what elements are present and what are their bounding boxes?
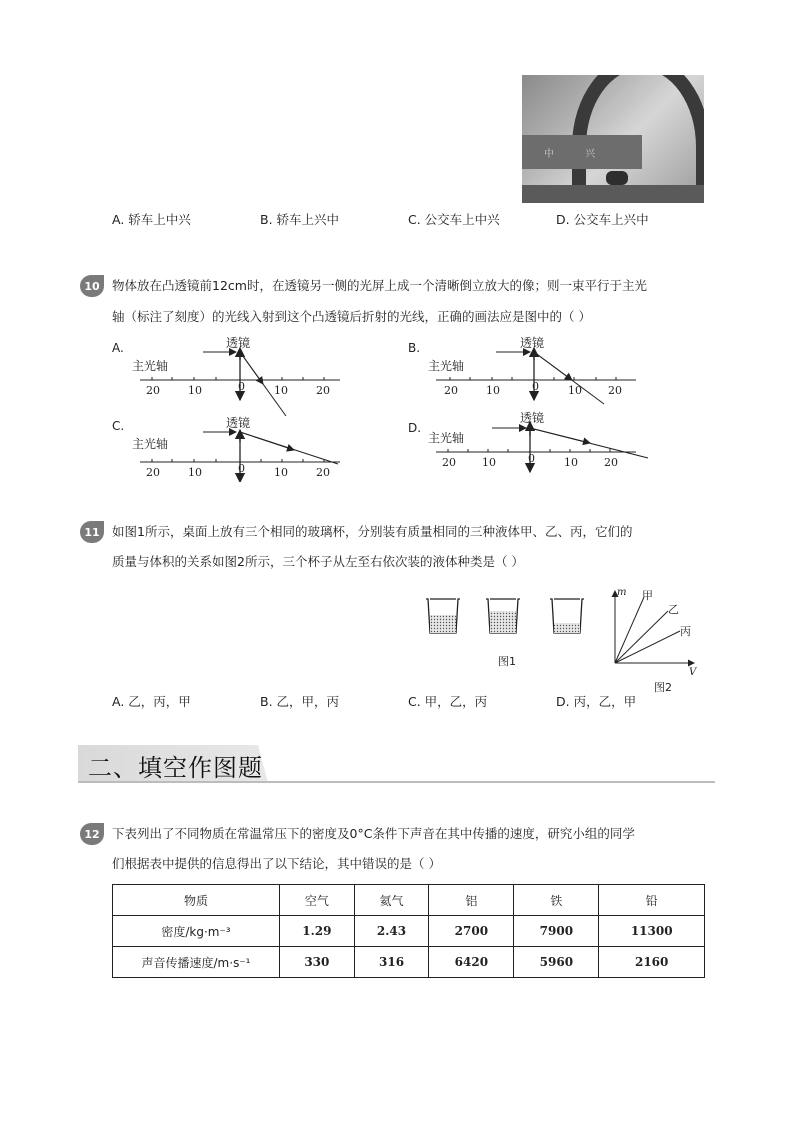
label-c: C. (112, 419, 125, 433)
tick-label: 20 (316, 466, 330, 479)
tick-label: 10 (568, 384, 582, 397)
q11-option-d[interactable]: D. 丙，乙，甲 (556, 694, 637, 709)
tick-label: 0 (238, 380, 245, 393)
table-cell: 1.29 (280, 916, 355, 947)
table-cell: 330 (280, 947, 355, 978)
q11-option-a[interactable]: A. 乙，丙，甲 (112, 694, 191, 709)
table-cell: 2160 (599, 947, 705, 978)
tick-label: 10 (486, 384, 500, 397)
cup-right (550, 599, 584, 633)
tick-label: 20 (608, 384, 622, 397)
q11-figures (418, 585, 708, 697)
axis-label: 主光轴 (132, 359, 169, 373)
section-title: 二、填空作图题 (88, 754, 263, 782)
q11-option-b[interactable]: B. 乙，甲，丙 (260, 694, 340, 709)
table-cell: 2700 (429, 916, 514, 947)
table-header-row (113, 885, 705, 916)
tick-label: 10 (274, 466, 288, 479)
tick-label: 10 (482, 456, 496, 469)
q11-text-line1: 如图1所示，桌面上放有三个相同的玻璃杯，分别装有质量相同的三种液体甲、乙、丙，它们的 (112, 524, 633, 539)
table-header-cell: 铅 (599, 885, 705, 916)
density-sound-table (112, 884, 705, 978)
lens-diagrams (108, 330, 708, 482)
q9-option-b[interactable]: B. 轿车上兴中 (260, 212, 340, 227)
lens-label: 透镜 (226, 336, 251, 350)
tick-label: 20 (316, 384, 330, 397)
table-row (113, 947, 705, 978)
axis-label: 主光轴 (132, 437, 169, 451)
tick-label: 0 (238, 462, 245, 475)
question-number-badge: 11 (80, 521, 104, 543)
tick-label: 20 (444, 384, 458, 397)
x-axis-label: V (689, 667, 697, 678)
axis-label: 主光轴 (428, 431, 465, 445)
row-label: 密度/kg·m⁻³ (113, 916, 280, 947)
tick-label: 20 (442, 456, 456, 469)
tick-label: 20 (604, 456, 618, 469)
cup-middle (486, 599, 520, 633)
series-label: 丙 (680, 625, 691, 638)
fig2-caption: 图2 (654, 681, 672, 694)
table-cell: 2.43 (354, 916, 429, 947)
q9-option-a[interactable]: A. 轿车上中兴 (112, 212, 191, 227)
lens-label: 透镜 (520, 411, 545, 425)
q11-option-c[interactable]: C. 甲，乙，丙 (408, 694, 488, 709)
question-number-badge: 10 (80, 275, 104, 297)
diagram-a[interactable] (112, 335, 340, 416)
mass-volume-graph (615, 587, 698, 678)
table-cell: 5960 (514, 947, 599, 978)
label-b: B. (408, 341, 421, 355)
q9-option-d[interactable]: D. 公交车上兴中 (556, 212, 649, 227)
car-window-photo (522, 75, 704, 203)
photo-caption: 中 兴 (544, 149, 610, 160)
table-header-cell: 空气 (280, 885, 355, 916)
cup-left (426, 599, 460, 633)
tick-label: 10 (274, 384, 288, 397)
label-d: D. (408, 421, 422, 435)
tick-label: 0 (528, 452, 535, 465)
series-label: 乙 (668, 603, 679, 616)
tick-label: 20 (146, 384, 160, 397)
table-header-cell: 铝 (429, 885, 514, 916)
table-cell: 6420 (429, 947, 514, 978)
table-cell: 11300 (599, 916, 705, 947)
tick-label: 10 (188, 384, 202, 397)
diagram-d[interactable] (408, 410, 648, 472)
question-number-badge: 12 (80, 823, 104, 845)
table-header-cell: 物质 (113, 885, 280, 916)
table-row (113, 916, 705, 947)
diagram-b[interactable] (408, 335, 636, 404)
tick-label: 0 (532, 380, 539, 393)
diagram-c[interactable] (112, 415, 340, 482)
q11-text-line2: 质量与体积的关系如图2所示，三个杯子从左至右依次装的液体种类是（ ） (112, 554, 524, 569)
table-header-cell: 铁 (514, 885, 599, 916)
fig1-caption: 图1 (498, 655, 516, 668)
lens-label: 透镜 (520, 336, 545, 350)
q10-text-line2: 轴（标注了刻度）的光线入射到这个凸透镜后折射的光线，正确的画法应是图中的（ ） (112, 309, 591, 324)
row-label: 声音传播速度/m·s⁻¹ (113, 947, 280, 978)
series-label: 甲 (642, 589, 653, 602)
tick-label: 20 (146, 466, 160, 479)
label-a: A. (112, 341, 124, 355)
q12-text-line1: 下表列出了不同物质在常温常压下的密度及0°C条件下声音在其中传播的速度，研究小组的同学 (112, 826, 635, 841)
axis-label: 主光轴 (428, 359, 465, 373)
table-cell: 316 (354, 947, 429, 978)
tick-label: 10 (188, 466, 202, 479)
table-header-cell: 氦气 (354, 885, 429, 916)
q9-option-c[interactable]: C. 公交车上中兴 (408, 212, 500, 227)
q10-text-line1: 物体放在凸透镜前12cm时，在透镜另一侧的光屏上成一个清晰倒立放大的像；则一束平行于主光 (112, 278, 647, 293)
q12-text-line2: 们根据表中提供的信息得出了以下结论，其中错误的是（ ） (112, 856, 441, 871)
table-cell: 7900 (514, 916, 599, 947)
tick-label: 10 (564, 456, 578, 469)
y-axis-label: m (617, 587, 627, 598)
lens-label: 透镜 (226, 416, 251, 430)
